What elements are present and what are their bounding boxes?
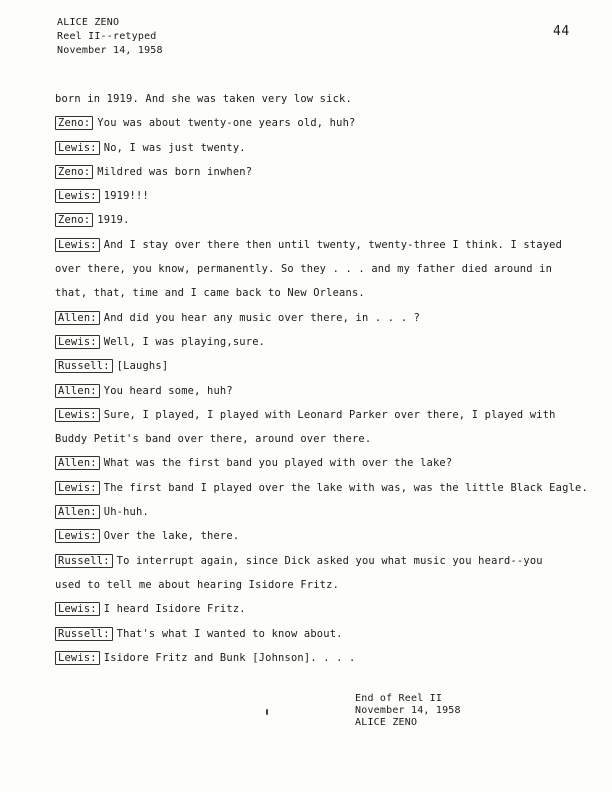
line-text: Uh-huh.	[103, 506, 149, 519]
transcript-line	[55, 456, 595, 480]
speaker-label: Russell:	[55, 359, 113, 373]
transcript-line	[55, 286, 595, 310]
speaker-label: Allen:	[55, 505, 100, 519]
transcript-line	[55, 651, 595, 675]
line-text: I heard Isidore Fritz.	[103, 603, 246, 616]
transcript-line	[55, 505, 595, 529]
speaker-label: Lewis:	[55, 408, 100, 422]
transcript-line	[55, 578, 595, 602]
line-text: And I stay over there then until twenty, twenty-three I think. I stayed	[103, 238, 563, 251]
line-text: 1919.	[97, 214, 130, 227]
speaker-label: Allen:	[55, 456, 100, 470]
speaker-label: Zeno:	[55, 165, 93, 179]
transcript-line	[55, 384, 595, 408]
document-footer	[355, 693, 461, 729]
header-name: ALICE ZENO	[57, 17, 120, 28]
footer-name: ALICE ZENO	[355, 717, 418, 728]
speaker-label: Allen:	[55, 311, 100, 325]
transcript-line	[55, 141, 595, 165]
transcript-line	[55, 238, 595, 262]
speaker-label: Lewis:	[55, 238, 100, 252]
footer-date: November 14, 1958	[355, 705, 461, 716]
line-text: Sure, I played, I played with Leonard Parker over there, I played with	[103, 408, 556, 421]
transcript-line	[55, 189, 595, 213]
line-text: over there, you know, permanently. So they . . . and my father died around in	[55, 263, 553, 276]
transcript-line	[55, 92, 595, 116]
speaker-label: Lewis:	[55, 189, 100, 203]
header-reel: Reel II--retyped	[57, 31, 157, 42]
transcript-line	[55, 311, 595, 335]
footer-end: End of Reel II	[355, 693, 443, 704]
line-text: What was the first band you played with over the lake?	[103, 457, 453, 470]
page-number: 44	[553, 24, 570, 39]
transcript-body	[55, 92, 595, 675]
speaker-label: Zeno:	[55, 116, 93, 130]
transcript-line	[55, 116, 595, 140]
line-text: [Laughs]	[116, 360, 169, 373]
line-text: that, that, time and I came back to New Orleans.	[55, 287, 365, 300]
transcript-line	[55, 554, 595, 578]
line-text: And did you hear any music over there, in . . . ?	[103, 311, 421, 324]
line-text: used to tell me about hearing Isidore Fritz.	[55, 578, 340, 591]
line-text: Buddy Petit's band over there, around over there.	[55, 433, 372, 446]
transcript-line	[55, 408, 595, 432]
line-text: born in 1919. And she was taken very low sick.	[55, 93, 352, 105]
line-text: No, I was just twenty.	[103, 141, 246, 154]
transcript-line	[55, 602, 595, 626]
line-text: 1919!!!	[103, 190, 149, 203]
line-text: Well, I was playing,sure.	[103, 335, 266, 348]
speaker-label: Lewis:	[55, 602, 100, 616]
transcript-line	[55, 432, 595, 456]
scan-speck	[266, 709, 268, 715]
transcript-line	[55, 335, 595, 359]
line-text: That's what I wanted to know about.	[116, 627, 343, 640]
speaker-label: Zeno:	[55, 213, 93, 227]
speaker-label: Allen:	[55, 384, 100, 398]
transcript-line	[55, 529, 595, 553]
speaker-label: Lewis:	[55, 481, 100, 495]
speaker-label: Lewis:	[55, 141, 100, 155]
document-header	[57, 16, 163, 58]
line-text: You heard some, huh?	[103, 384, 233, 397]
speaker-label: Russell:	[55, 627, 113, 641]
transcript-line	[55, 627, 595, 651]
line-text: You was about twenty-one years old, huh?	[97, 117, 356, 130]
header-date: November 14, 1958	[57, 45, 163, 56]
line-text: The first band I played over the lake with was, was the little Black Eagle.	[103, 481, 588, 494]
transcript-line	[55, 359, 595, 383]
line-text: Over the lake, there.	[103, 530, 240, 543]
line-text: To interrupt again, since Dick asked you what music you heard--you	[116, 554, 543, 567]
speaker-label: Lewis:	[55, 651, 100, 665]
speaker-label: Russell:	[55, 554, 113, 568]
speaker-label: Lewis:	[55, 529, 100, 543]
transcript-line	[55, 262, 595, 286]
transcript-line	[55, 213, 595, 237]
transcript-line	[55, 481, 595, 505]
line-text: Mildred was born inwhen?	[97, 165, 253, 178]
line-text: Isidore Fritz and Bunk [Johnson]. . . .	[103, 651, 356, 664]
speaker-label: Lewis:	[55, 335, 100, 349]
transcript-line	[55, 165, 595, 189]
